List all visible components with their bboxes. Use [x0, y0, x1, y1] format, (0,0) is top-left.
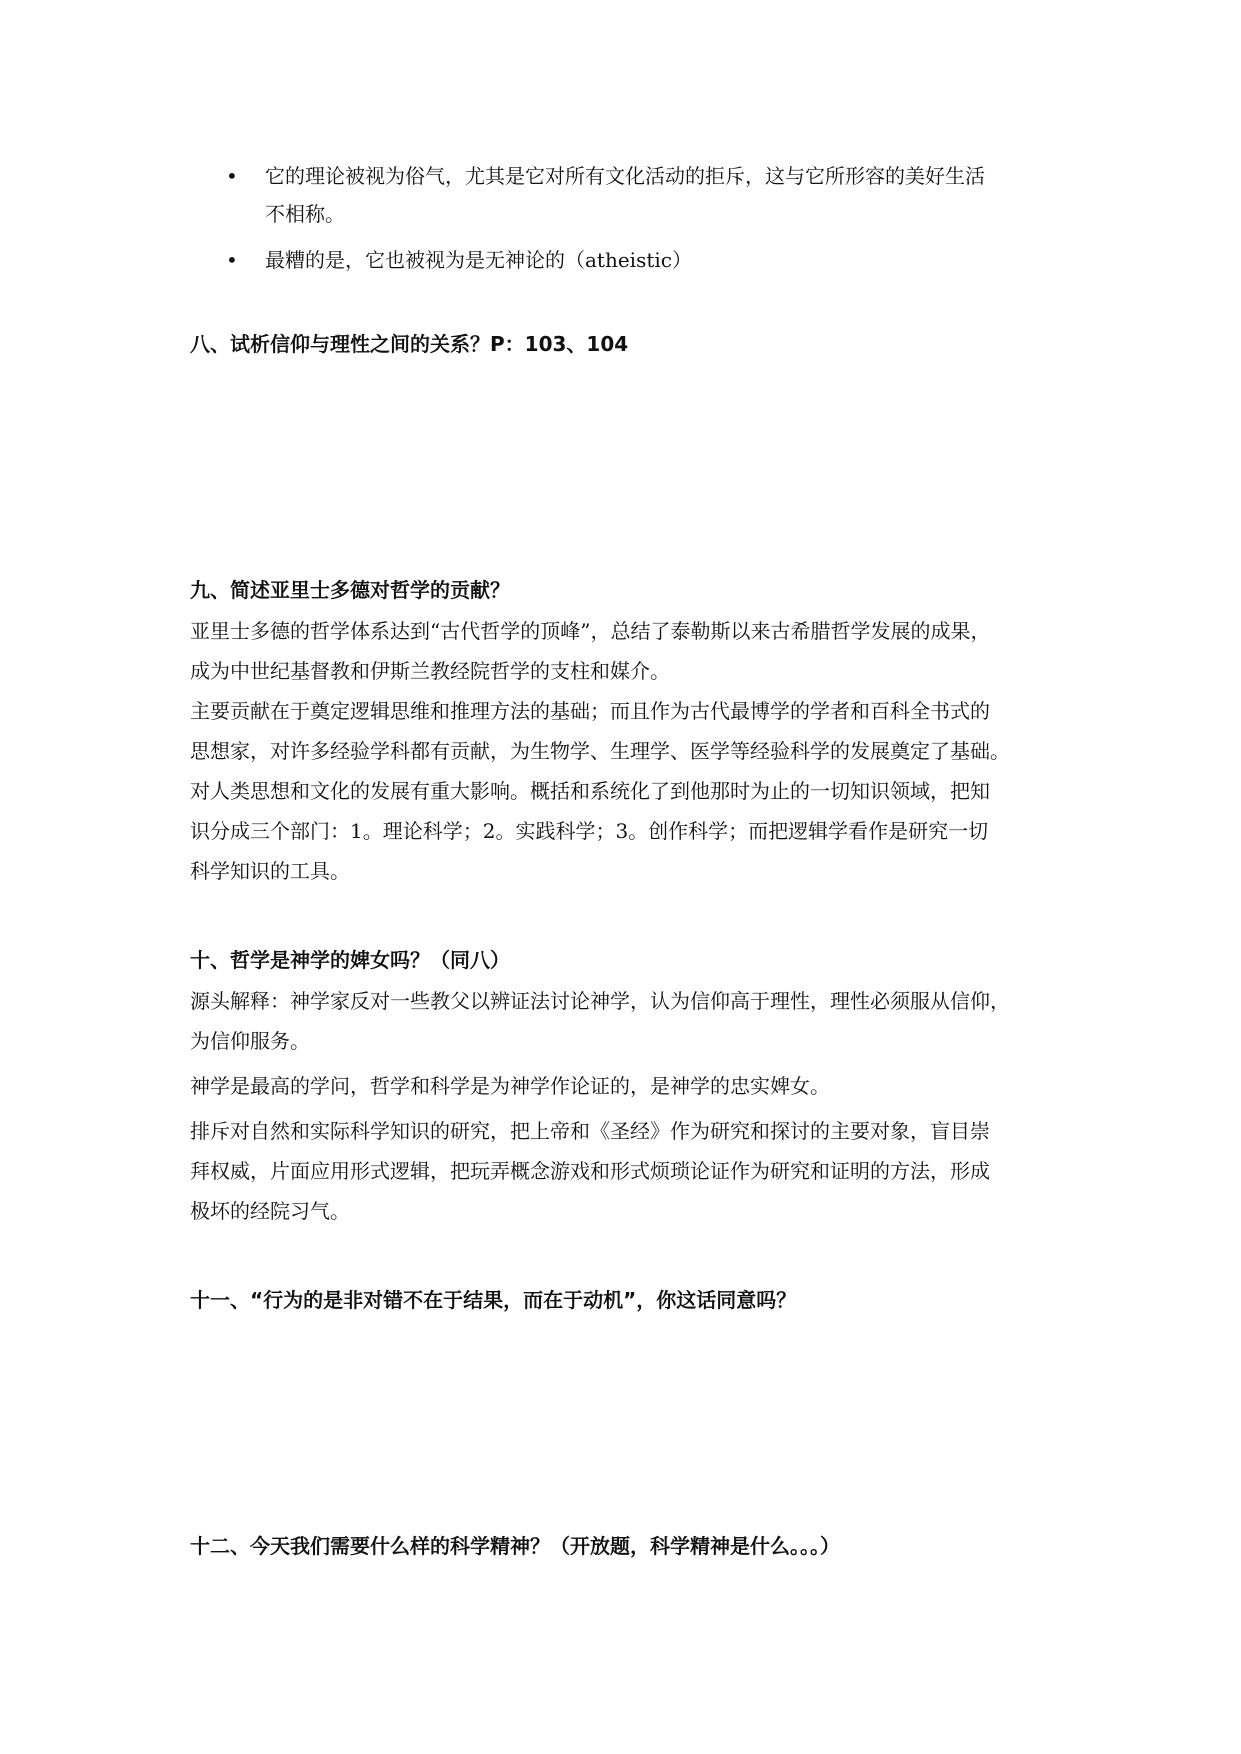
paragraph-line: 为信仰服务。	[190, 1029, 310, 1053]
bullet-item-line: 它的理论被视为俗气，尤其是它对所有文化活动的拒斥，这与它所形容的美好生活	[265, 164, 985, 188]
paragraph-line: 源头解释：神学家反对一些教父以辨证法讨论神学，认为信仰高于理性，理性必须服从信仰，	[190, 989, 1010, 1013]
paragraph-line: 科学知识的工具。	[190, 859, 350, 883]
paragraph-line: 主要贡献在于奠定逻辑思维和推理方法的基础；而且作为古代最博学的学者和百科全书式的	[190, 699, 990, 723]
section-heading: 十二、今天我们需要什么样的科学精神？（开放题，科学精神是什么。。。）	[190, 1534, 840, 1558]
paragraph-line: 极坏的经院习气。	[190, 1199, 350, 1223]
paragraph-line: 对人类思想和文化的发展有重大影响。概括和系统化了到他那时为止的一切知识领域，把知	[190, 779, 990, 803]
section-heading: 十、哲学是神学的婢女吗？（同八）	[190, 948, 510, 972]
bullet-item-line: 最糟的是，它也被视为是无神论的（atheistic）	[265, 248, 692, 272]
paragraph-line: 神学是最高的学问，哲学和科学是为神学作论证的，是神学的忠实婢女。	[190, 1074, 830, 1098]
bullet-item-line: 不相称。	[265, 202, 345, 226]
section-heading: 十一、“行为的是非对错不在于结果，而在于动机”，你这话同意吗？	[190, 1288, 797, 1312]
section-heading: 九、简述亚里士多德对哲学的贡献？	[190, 578, 510, 602]
paragraph-line: 排斥对自然和实际科学知识的研究，把上帝和《圣经》作为研究和探讨的主要对象，盲目崇	[190, 1119, 990, 1143]
paragraph-line: 识分成三个部门：1。理论科学；2。实践科学；3。创作科学；而把逻辑学看作是研究一切	[190, 819, 989, 843]
bullet-marker: •	[226, 248, 238, 272]
paragraph-line: 成为中世纪基督教和伊斯兰教经院哲学的支柱和媒介。	[190, 659, 670, 683]
section-heading: 八、试析信仰与理性之间的关系？P：103、104	[190, 332, 629, 356]
paragraph-line: 亚里士多德的哲学体系达到“古代哲学的顶峰”，总结了泰勒斯以来古希腊哲学发展的成果，	[190, 619, 991, 643]
paragraph-line: 拜权威，片面应用形式逻辑，把玩弄概念游戏和形式烦琐论证作为研究和证明的方法，形成	[190, 1159, 990, 1183]
paragraph-line: 思想家，对许多经验学科都有贡献，为生物学、生理学、医学等经验科学的发展奠定了基础。	[190, 739, 1010, 763]
bullet-marker: •	[226, 164, 238, 188]
